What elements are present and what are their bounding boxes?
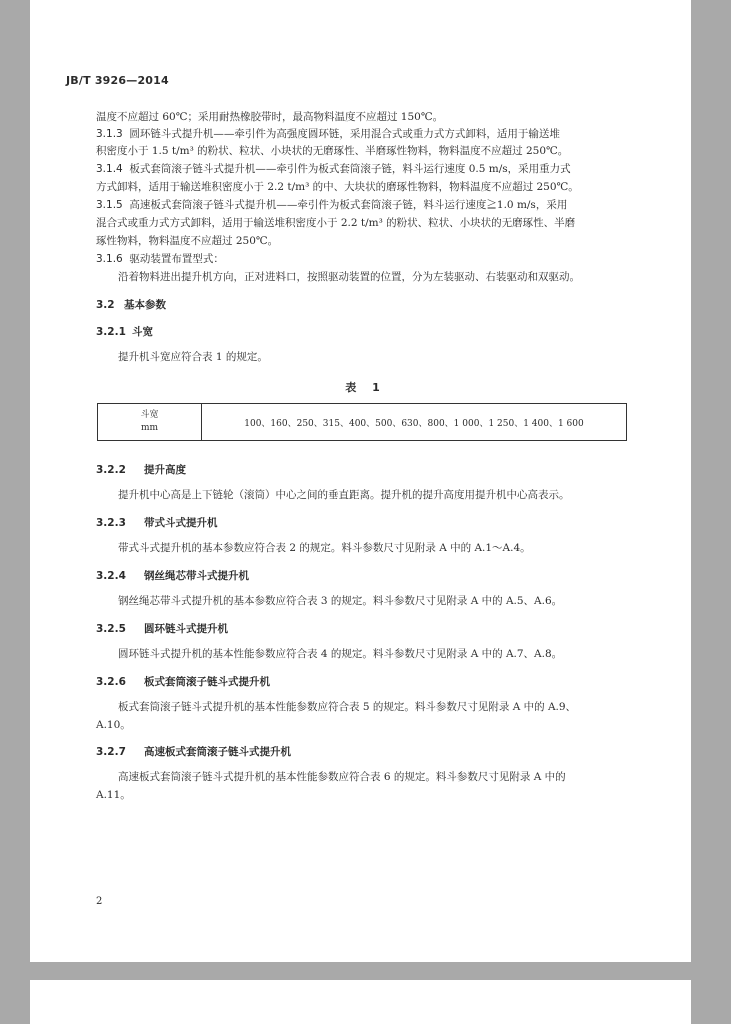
next-document-page <box>30 980 691 1024</box>
clause-3-1-5: 3.1.5 高速板式套筒滚子链斗式提升机——牵引件为板式套筒滚子链，料斗运行速度≧1.0 m/s，采用 <box>96 199 568 211</box>
section-heading-3-2-1: 3.2.1 斗宽 <box>96 326 153 338</box>
paragraph-3-2-6: 板式套筒滚子链斗式提升机的基本性能参数应符合表 5 的规定。料斗参数尺寸见附录 A 中的 A.9、 <box>118 701 577 713</box>
paragraph-3-2-7-continued: A.11。 <box>96 789 131 801</box>
page-number: 2 <box>96 896 103 907</box>
text-line: 混合式或重力式方式卸料，适用于输送堆积密度小于 2.2 t/m³ 的粉状、粒状、小块状的无磨琢性、半磨 <box>96 217 576 229</box>
paragraph-3-2-7: 高速板式套筒滚子链斗式提升机的基本性能参数应符合表 6 的规定。料斗参数尺寸见附录 A 中的 <box>118 771 566 783</box>
text-line: 温度不应超过 60℃；采用耐热橡胶带时，最高物料温度不应超过 150℃。 <box>96 111 444 123</box>
section-heading-3-2-4: 3.2.4 钢丝绳芯带斗式提升机 <box>96 570 249 582</box>
paragraph-3-2-4: 钢丝绳芯带斗式提升机的基本参数应符合表 3 的规定。料斗参数尺寸见附录 A 中的 A.5、A.6。 <box>118 595 563 607</box>
text-line: 琢性物料，物料温度不应超过 250℃。 <box>96 235 279 247</box>
paragraph-3-2-3: 带式斗式提升机的基本参数应符合表 2 的规定。料斗参数尺寸见附录 A 中的 A.1～A.4。 <box>118 542 531 554</box>
clause-3-1-3: 3.1.3 圆环链斗式提升机——牵引件为高强度圆环链，采用混合式或重力式方式卸料，适用于输送堆 <box>96 128 560 140</box>
clause-3-1-4: 3.1.4 板式套筒滚子链斗式提升机——牵引件为板式套筒滚子链，料斗运行速度 0.5 m/s，采用重力式 <box>96 163 571 175</box>
bucket-width-table <box>97 403 627 441</box>
section-heading-3-2-2: 3.2.2 提升高度 <box>96 464 186 476</box>
text-line: 方式卸料，适用于输送堆积密度小于 2.2 t/m³ 的中、大块状的磨琢性物料，物料温度不应超过 250℃。 <box>96 181 579 193</box>
text-line: 沿着物料进出提升机方向，正对进料口，按照驱动装置的位置，分为左装驱动、右装驱动和双驱动。 <box>118 271 580 283</box>
standard-code: JB/T 3926—2014 <box>66 74 169 87</box>
table-caption: 表 1 <box>345 381 386 394</box>
table-header-cell <box>98 404 202 441</box>
table-header-label: 斗宽 <box>140 410 159 420</box>
paragraph-3-2-6-continued: A.10。 <box>96 719 131 731</box>
section-heading-3-2-5: 3.2.5 圆环链斗式提升机 <box>96 623 228 635</box>
paragraph-3-2-2: 提升机中心高是上下链轮（滚筒）中心之间的垂直距离。提升机的提升高度用提升机中心高表示。 <box>118 489 570 501</box>
section-heading-3-2-6: 3.2.6 板式套筒滚子链斗式提升机 <box>96 676 270 688</box>
clause-3-1-6: 3.1.6 驱动装置布置型式： <box>96 253 224 265</box>
paragraph-3-2-1: 提升机斗宽应符合表 1 的规定。 <box>118 351 268 363</box>
table-header-unit: mm <box>140 423 159 433</box>
text-line: 积密度小于 1.5 t/m³ 的粉状、粒状、小块状的无磨琢性、半磨琢性物料，物料温度不应超过 250℃。 <box>96 145 569 157</box>
paragraph-3-2-5: 圆环链斗式提升机的基本性能参数应符合表 4 的规定。料斗参数尺寸见附录 A 中的 A.7、A.8。 <box>118 648 563 660</box>
table-values-cell: 100、160、250、315、400、500、630、800、1 000、1 250、1 400、1 600 <box>202 404 627 441</box>
section-heading-3-2: 3.2 基本参数 <box>96 299 166 311</box>
section-heading-3-2-7: 3.2.7 高速板式套筒滚子链斗式提升机 <box>96 746 291 758</box>
section-heading-3-2-3: 3.2.3 带式斗式提升机 <box>96 517 218 529</box>
